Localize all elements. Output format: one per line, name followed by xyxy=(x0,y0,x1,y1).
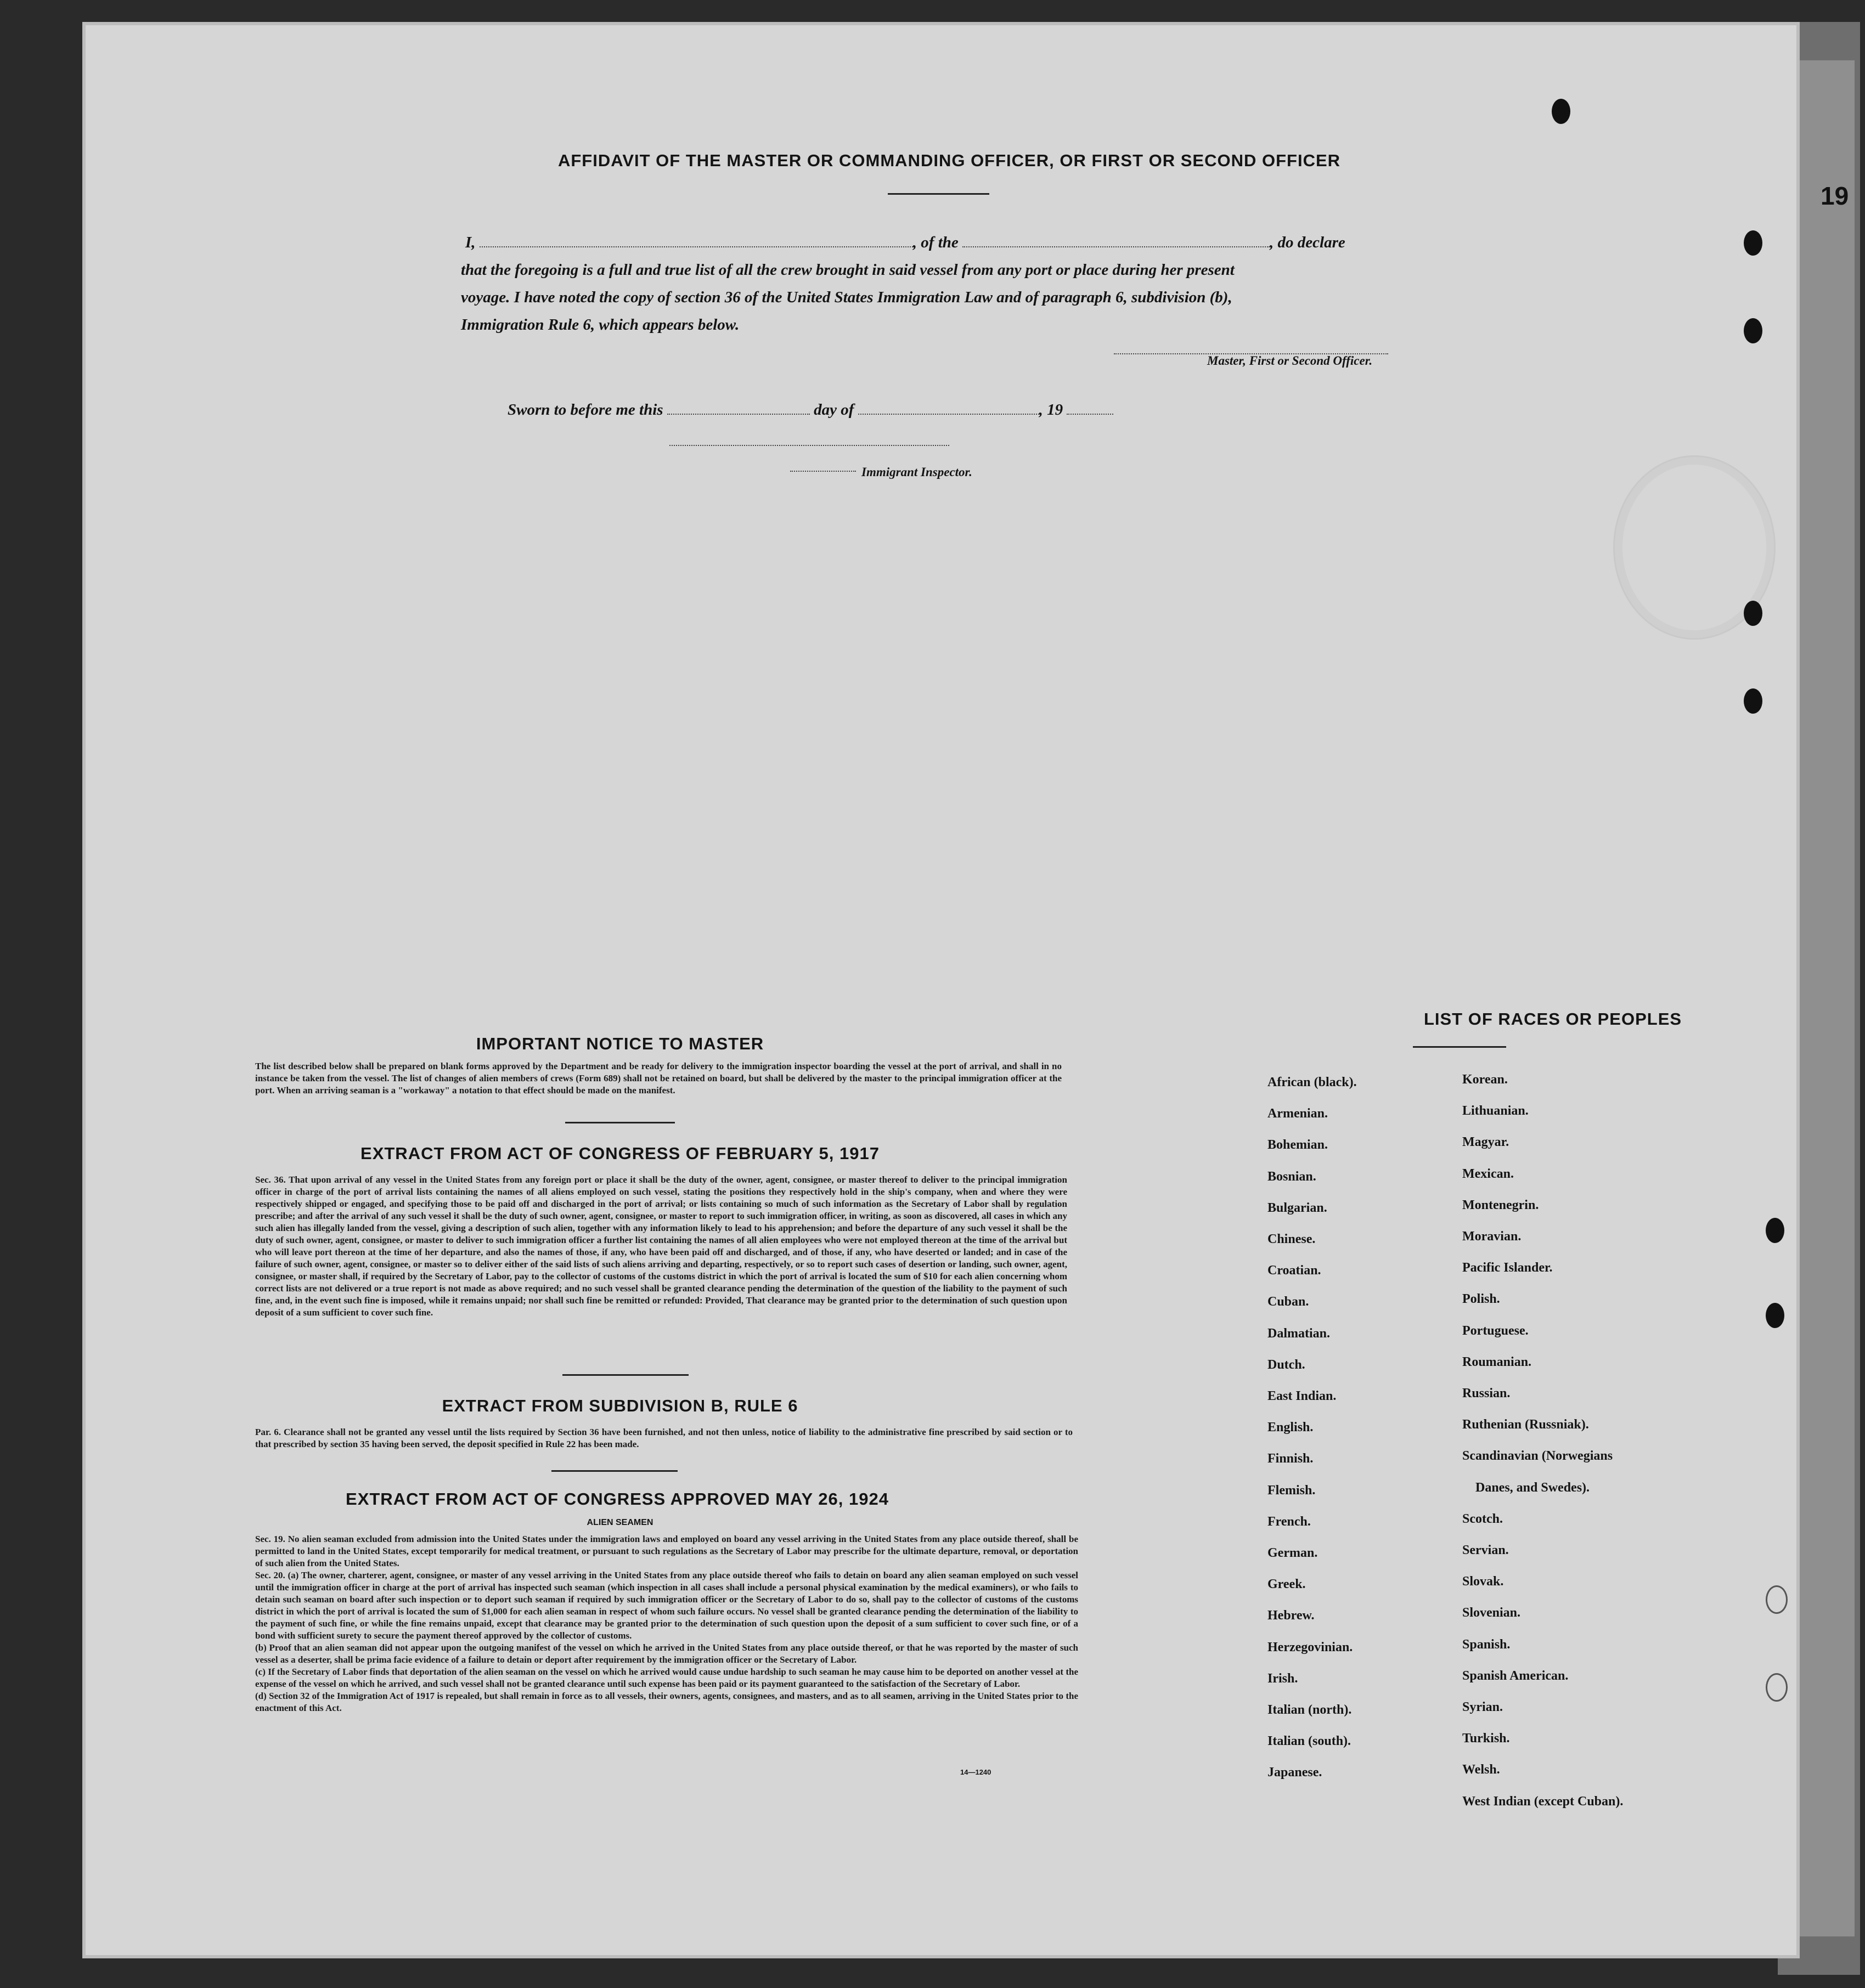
binder-hole xyxy=(1766,1218,1784,1243)
extract-1924-subtitle: ALIEN SEAMEN xyxy=(587,1518,653,1527)
race-item: Syrian. xyxy=(1462,1700,1503,1715)
race-item: West Indian (except Cuban). xyxy=(1462,1794,1624,1809)
race-item: Welsh. xyxy=(1462,1763,1500,1777)
race-item: Slovenian. xyxy=(1462,1606,1521,1620)
sworn-prefix: Sworn to before me this xyxy=(508,401,663,419)
race-item: Korean. xyxy=(1462,1072,1508,1087)
extract-rule6-rule xyxy=(551,1470,678,1472)
race-item: Bulgarian. xyxy=(1267,1200,1327,1215)
race-item: Chinese. xyxy=(1267,1232,1316,1247)
master-signature-label: Master, First or Second Officer. xyxy=(1207,354,1373,368)
vessel-blank[interactable] xyxy=(962,243,1270,247)
name-blank[interactable] xyxy=(480,243,913,247)
race-item: Finnish. xyxy=(1267,1452,1314,1466)
notice-rule xyxy=(565,1122,675,1123)
sec20a-text: Sec. 20. (a) The owner, charterer, agent, consignee, or master of any vessel arriving in the United States from any place outside thereof who fails to detain on board any alien seaman employed on such vessel until the immigration officer in charge at the port of arrival has inspected such seaman (which inspection in all cases shall include a personal physical examination by the medical examiners), or who fails to detain such seaman on board after such inspection or to deport such seaman if required by such immigration officer or the Secretary of Labor to do so, shall pay to the collector of customs of the customs district in which the port of arrival is located the sum of $1,000 for each alien seaman in respect of whom such failure occurs. No vessel shall be granted clearance pending the determination of the liability to the payment of such fine, or while the fine remains unpaid, except that clearance may be granted prior to the determination of such question upon the deposit of a sum sufficient to cover such fine, or of a bond with sufficient surety to secure the payment thereof approved by the collector of customs. xyxy=(255,1570,1078,1641)
race-item: Russian. xyxy=(1462,1386,1511,1401)
race-item: Roumanian. xyxy=(1462,1354,1532,1369)
extract-1924-body xyxy=(255,1533,1078,1714)
race-item: Greek. xyxy=(1267,1577,1306,1592)
race-item: Polish. xyxy=(1462,1292,1500,1307)
sworn-day-of: day of xyxy=(814,401,854,419)
document-page xyxy=(82,22,1800,1958)
affidavit-do-declare: , do declare xyxy=(1270,234,1345,251)
inspector-label: Immigrant Inspector. xyxy=(861,465,972,479)
race-item: Irish. xyxy=(1267,1671,1298,1686)
sworn-day-blank[interactable] xyxy=(667,410,810,415)
extract-rule6-text: Par. 6. Clearance shall not be granted any vessel until the lists required by Section 36 have been furnished, and not then unless, notice of liability to the administrative fine prescribed by said section or to that prescribed by section 35 having been served, the deposit specified in Rule 22 has been made. xyxy=(255,1427,1073,1449)
race-item: Scandinavian (Norwegians Danes, and Swedes). xyxy=(1462,1449,1613,1495)
affidavit-title-rule xyxy=(888,193,989,195)
race-item: Herzegovinian. xyxy=(1267,1640,1353,1654)
sec19-text: Sec. 19. No alien seaman excluded from admission into the United States under the immigration laws and employed on board any vessel arriving in the United States from any place outside thereof, shall be permitted to land in the United States, except temporarily for medical treatment, or pursuant to such regulations as the Secretary of Labor may prescribe for the ultimate departure, removal, or deportation of such alien from the United States. xyxy=(255,1534,1078,1568)
race-item: East Indian. xyxy=(1267,1389,1337,1404)
binder-hole xyxy=(1552,99,1570,124)
race-item: Croatian. xyxy=(1267,1263,1321,1278)
race-item: Ruthenian (Russniak). xyxy=(1462,1417,1589,1432)
race-item: Bosnian. xyxy=(1267,1169,1316,1184)
race-item: Spanish. xyxy=(1462,1637,1511,1652)
race-item: Flemish. xyxy=(1267,1483,1316,1498)
race-item: Italian (south). xyxy=(1267,1734,1351,1749)
sworn-line xyxy=(508,395,1276,425)
binder-hole xyxy=(1766,1585,1788,1614)
extract-1917-title: EXTRACT FROM ACT OF CONGRESS OF FEBRUARY 5, 1917 xyxy=(360,1144,880,1163)
affidavit-i: I, xyxy=(465,234,476,251)
race-item: Dalmatian. xyxy=(1267,1326,1330,1341)
race-item: Spanish American. xyxy=(1462,1668,1569,1683)
affidavit-of-the: , of the xyxy=(912,234,959,251)
race-item: Mexican. xyxy=(1462,1166,1514,1181)
race-item: Magyar. xyxy=(1462,1135,1509,1150)
inspector-signature-blank[interactable] xyxy=(669,442,949,446)
race-item: Slovak. xyxy=(1462,1574,1504,1589)
notice-text: The list described below shall be prepared on blank forms approved by the Department and be ready for delivery to the immigration inspector boarding the vessel at the port of arrival, and shall in no instance be taken from the vessel. The list of changes of alien members of crews (Form 689) shall not be retained on board, but shall be delivered by the master to the principal immigration officer at the port. When an arriving seaman is a "workaway" a notation to that effect should be made on the manifest. xyxy=(255,1061,1062,1095)
race-item: African (black). xyxy=(1267,1075,1357,1089)
binder-hole xyxy=(1744,601,1762,626)
binder-hole xyxy=(1744,230,1762,256)
race-item: Turkish. xyxy=(1462,1731,1510,1746)
affidavit-line-2: that the foregoing is a full and true list of all the crew brought in said vessel from any port or place during her present xyxy=(461,261,1235,279)
race-item: Japanese. xyxy=(1267,1765,1322,1780)
sec20d-text: (d) Section 32 of the Immigration Act of 1917 is repealed, but shall remain in force as to all vessels, their owners, agents, consignees, and masters, and as to all seamen, arriving in the United States prior to the enactment of this Act. xyxy=(255,1691,1078,1713)
affidavit-line-4: Immigration Rule 6, which appears below. xyxy=(461,316,740,334)
form-number: 14—1240 xyxy=(960,1768,991,1776)
inspector-short-blank[interactable] xyxy=(790,467,856,472)
binder-hole xyxy=(1744,688,1762,714)
extract-1924-title: EXTRACT FROM ACT OF CONGRESS APPROVED MAY 26, 1924 xyxy=(346,1489,889,1509)
sworn-month-blank[interactable] xyxy=(858,410,1039,415)
race-item: Servian. xyxy=(1462,1543,1509,1558)
race-item: Montenegrin. xyxy=(1462,1198,1539,1212)
sec20b-text: (b) Proof that an alien seaman did not appear upon the outgoing manifest of the vessel on which he arrived in the United States from any place outside thereof, or that he was reported by the master of such vessel as a deserter, shall be prima facie evidence of a failure to detain or deport after requirement by the immigration officer or the Secretary of Labor. xyxy=(255,1642,1078,1665)
binder-hole xyxy=(1744,318,1762,343)
race-item: Scotch. xyxy=(1462,1511,1503,1526)
notice-title: IMPORTANT NOTICE TO MASTER xyxy=(476,1034,764,1053)
races-title: LIST OF RACES OR PEOPLES xyxy=(1423,1009,1682,1029)
race-item: Hebrew. xyxy=(1267,1608,1315,1623)
race-item: Dutch. xyxy=(1267,1357,1305,1372)
race-item: Italian (north). xyxy=(1267,1703,1352,1718)
race-item: Bohemian. xyxy=(1267,1138,1328,1153)
affidavit-line-3: voyage. I have noted the copy of section 36 of the United States Immigration Law and of paragraph 6, subdivision (b), xyxy=(461,289,1232,306)
race-item: Lithuanian. xyxy=(1462,1104,1529,1119)
race-item: Armenian. xyxy=(1267,1106,1328,1121)
races-right-column xyxy=(1462,1064,1623,1817)
binder-hole xyxy=(1766,1303,1784,1328)
affidavit-title: AFFIDAVIT OF THE MASTER OR COMMANDING OFFICER, OR FIRST OR SECOND OFFICER xyxy=(557,151,1341,170)
extract-1917-text: Sec. 36. That upon arrival of any vessel in the United States from any foreign port or place it shall be the duty of the owner, agent, consignee, or master thereof to deliver to the principal immigration officer in charge of the port of arrival lists containing the names of all aliens employed on such vessel, stating the positions they respectively hold in the ship's company, when and where they were respectively shipped or engaged, and specifying those to be paid off and discharged in the port of arrival; or lists containing so much of such information as the Secretary of Labor shall by regulation prescribe; and after the arrival of any such vessel it shall be the duty of such owner, agent, consignee, or master to report to such immigration officer, in writing, as soon as discovered, all cases in which any such alien has illegally landed from the vessel, giving a description of such alien, together with any information likely to lead to his apprehension; and before the departure of any such vessel it shall be the duty of such owner, agent, consignee, or master to deliver to such immigration officer a further list containing the names of all alien employees who were not employed thereon at the time of the arrival but who will leave port thereon at the time of her departure, and also the names of those, if any, who have been paid off and discharged, and of those, if any, who have deserted or landed; and in case of the failure of such owner, agent, consignee, or master so to deliver either of the said lists of such aliens arriving and departing, respectively, or so to report such cases of desertion or landing, such owner, agent, consignee, or master shall, if required by the Secretary of Labor, pay to the collector of customs of the customs district in which the port of arrival is located the sum of $10 for each alien concerning whom correct lists are not delivered or a true report is not made as above required; and no such vessel shall be granted clearance pending the determination of the question of the liability to the payment of such fine, and, in the event such fine is imposed, while it remains unpaid; nor shall such fine be remitted or refunded: Provided, That clearance may be granted prior to the determination of such question upon deposit of a sum sufficient to cover such fine. xyxy=(255,1174,1067,1318)
race-item: Pacific Islander. xyxy=(1462,1261,1553,1275)
extract-rule6-title: EXTRACT FROM SUBDIVISION B, RULE 6 xyxy=(442,1396,798,1415)
race-item: Portuguese. xyxy=(1462,1323,1529,1338)
affidavit-line-1 xyxy=(465,228,1574,257)
race-item: Moravian. xyxy=(1462,1229,1522,1244)
extract-1917-rule xyxy=(562,1374,689,1376)
race-item: English. xyxy=(1267,1420,1314,1435)
sworn-year-blank[interactable] xyxy=(1067,410,1113,415)
page-number-stamp: 19 xyxy=(1821,182,1849,210)
race-item: French. xyxy=(1267,1514,1311,1529)
races-left-column xyxy=(1267,1067,1357,1789)
binder-hole xyxy=(1766,1673,1788,1702)
race-item: German. xyxy=(1267,1546,1318,1561)
race-item: Cuban. xyxy=(1267,1295,1309,1309)
sec20c-text: (c) If the Secretary of Labor finds that deportation of the alien seaman on the vessel on which he arrived would cause undue hardship to such seaman he may cause him to be deported on another vessel at the expense of the vessel on which he arrived, and such vessel shall not be granted clearance until such expense has been paid or its payment guaranteed to the satisfaction of the Secretary of Labor. xyxy=(255,1667,1078,1689)
sworn-year: , 19 xyxy=(1039,401,1063,419)
races-title-rule xyxy=(1413,1046,1506,1048)
